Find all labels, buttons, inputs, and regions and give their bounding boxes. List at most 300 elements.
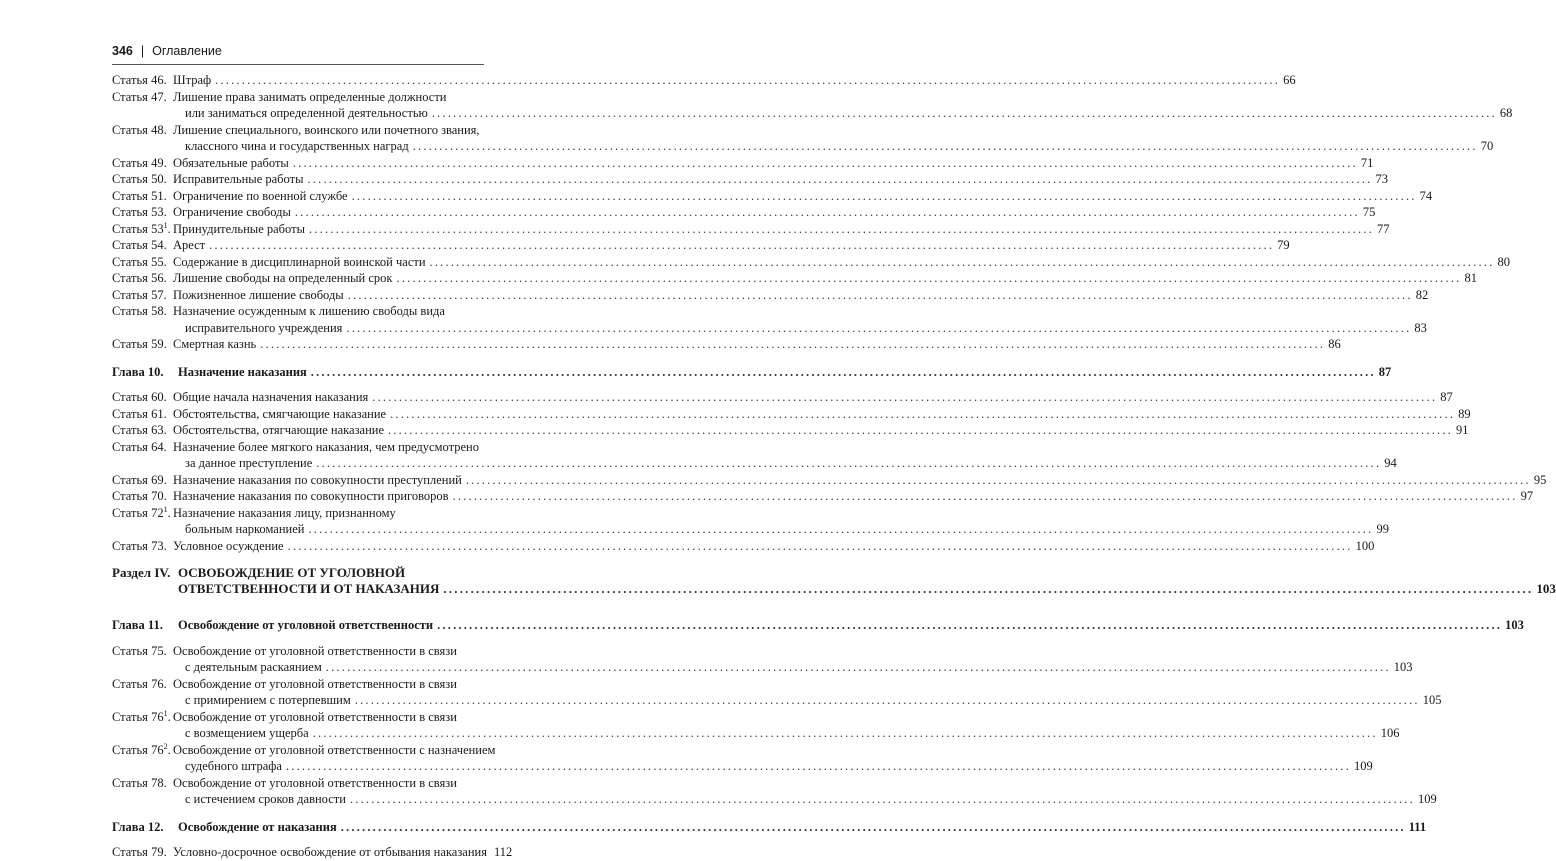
toc-entry[interactable] xyxy=(112,204,1376,221)
article-word: Статья xyxy=(112,188,152,203)
title-text: Назначение наказания xyxy=(178,364,307,379)
entry-title xyxy=(173,287,1429,304)
entry-title xyxy=(173,254,1511,271)
title-text: Лишение свободы на определенный срок xyxy=(173,271,393,285)
entry-title xyxy=(173,422,1469,439)
dot-leader: ........................................................................................................................................................................................................ xyxy=(316,456,1382,470)
article-word: Статья xyxy=(112,238,152,252)
title-text: Арест xyxy=(173,238,206,252)
entry-title xyxy=(173,844,512,861)
dot-leader: ........................................................................................................................................................................................................ xyxy=(412,139,1478,153)
title-line xyxy=(173,725,1400,742)
page-ref: 109 xyxy=(1417,792,1437,806)
header-separator: | xyxy=(140,44,145,58)
title-text: Освобождение от уголовной ответственности xyxy=(178,618,434,632)
page-ref: 83 xyxy=(1414,320,1427,335)
page-ref: 73 xyxy=(1375,172,1388,186)
title-text: Общие начала назначения наказания xyxy=(173,390,369,404)
article-word: Статья xyxy=(112,676,152,691)
chapter-entry[interactable] xyxy=(112,617,1524,634)
entry-title xyxy=(173,472,1547,489)
title-line xyxy=(173,204,1376,221)
article-number: 54. xyxy=(151,238,167,252)
article-word: Статья xyxy=(112,254,152,269)
article-number: 76 xyxy=(151,742,164,757)
title-line xyxy=(178,565,512,581)
article-word: Статья xyxy=(112,89,152,104)
toc-entry[interactable] xyxy=(112,775,1437,808)
page-ref: 103 xyxy=(1505,618,1524,632)
entry-label xyxy=(112,406,173,423)
toc-spacer xyxy=(112,835,512,844)
title-line xyxy=(173,676,512,693)
title-line xyxy=(173,171,1388,188)
dot-leader: ........................................................................................................................................................................................................ xyxy=(292,155,1358,170)
entry-label xyxy=(112,488,173,505)
title-text: Освобождение от наказания xyxy=(178,819,337,834)
entry-title xyxy=(173,439,1397,472)
entry-label xyxy=(112,287,173,304)
toc-entry[interactable] xyxy=(112,237,1290,254)
toc-spacer xyxy=(112,606,512,617)
entry-label xyxy=(112,389,173,406)
dot-leader: ........................................................................................................................................................................................................ xyxy=(310,364,1376,379)
entry-label xyxy=(112,254,173,271)
article-number: 59. xyxy=(151,337,167,351)
toc-entry[interactable] xyxy=(112,303,1427,336)
dot-leader: ........................................................................................................................................................................................................ xyxy=(388,423,1453,437)
title-line xyxy=(173,439,512,456)
title-text: Лишение права занимать определенные должности xyxy=(173,89,447,104)
entry-label xyxy=(112,188,173,205)
toc-entry[interactable] xyxy=(112,708,1400,742)
header-rule xyxy=(112,64,484,65)
entry-title xyxy=(173,155,1374,172)
toc-entry[interactable] xyxy=(112,741,1373,775)
entry-label xyxy=(112,270,173,287)
page-ref: 86 xyxy=(1328,337,1341,351)
title-line xyxy=(173,254,1511,271)
page-ref: 70 xyxy=(1480,139,1494,153)
title-text: Обстоятельства, смягчающие наказание xyxy=(173,406,387,421)
entry-label xyxy=(112,237,173,254)
entry-label xyxy=(112,643,173,676)
title-line xyxy=(173,221,1390,238)
entry-title xyxy=(173,171,1388,188)
title-line xyxy=(173,287,1429,304)
article-number-dot: . xyxy=(167,505,171,520)
page-ref: 80 xyxy=(1497,254,1511,269)
title-line xyxy=(173,844,512,861)
article-number: 50. xyxy=(151,172,167,186)
entry-title xyxy=(178,617,1524,634)
toc-entry[interactable] xyxy=(112,171,1388,188)
article-number: 78. xyxy=(151,775,167,790)
chapter-entry[interactable] xyxy=(112,819,1427,836)
article-word: Статья xyxy=(112,845,152,859)
page-ref: 109 xyxy=(1353,759,1373,773)
dot-leader: ........................................................................................................................................................................................................ xyxy=(372,390,1438,404)
title-text: Назначение осужденным к лишению свободы вида xyxy=(173,304,445,318)
toc-spacer xyxy=(112,597,512,606)
page-ref: 112 xyxy=(493,845,513,859)
page-ref: 75 xyxy=(1362,205,1376,219)
header-title: Оглавление xyxy=(152,44,222,58)
entry-label xyxy=(112,204,173,221)
dot-leader: ........................................................................................................................................................................................................ xyxy=(285,759,1351,773)
entry-label xyxy=(112,122,173,155)
article-word: Статья xyxy=(112,172,152,186)
article-superscript: 1 xyxy=(163,504,168,514)
article-superscript: 2 xyxy=(163,741,168,751)
article-number: 79. xyxy=(151,845,167,859)
dot-leader: ........................................................................................................................................................................................................ xyxy=(260,337,1326,351)
dot-leader: ........................................................................................................................................................................................................ xyxy=(452,489,1518,503)
title-line xyxy=(173,422,1469,439)
article-word: Статья xyxy=(112,73,152,87)
title-text: Освобождение от уголовной ответственности в связи xyxy=(173,676,457,691)
article-number: 72 xyxy=(151,505,164,520)
entry-title xyxy=(173,389,1453,406)
toc-entry[interactable] xyxy=(112,472,1547,489)
title-line xyxy=(173,775,512,792)
page-ref: 77 xyxy=(1376,221,1390,236)
toc-spacer xyxy=(112,634,512,643)
entry-label: Раздел IV. xyxy=(112,565,171,580)
toc-entry[interactable] xyxy=(112,676,1442,709)
title-text: ОСВОБОЖДЕНИЕ ОТ УГОЛОВНОЙ xyxy=(178,565,406,580)
page-ref: 99 xyxy=(1376,522,1389,536)
article-word: Статья xyxy=(112,205,152,219)
title-line xyxy=(178,617,1524,634)
title-line xyxy=(173,472,1547,489)
entry-title xyxy=(173,221,1390,238)
entry-label xyxy=(112,171,173,188)
page-ref: 82 xyxy=(1415,287,1429,302)
title-text: за данное преступление xyxy=(185,456,313,470)
chapter-entry[interactable] xyxy=(112,364,1392,381)
dot-leader: ........................................................................................................................................................................................................ xyxy=(349,792,1415,806)
entry-title xyxy=(178,565,1556,597)
entry-label: Глава 10. xyxy=(112,364,164,379)
title-text: Освобождение от уголовной ответственности в связи xyxy=(173,775,457,790)
title-text: или заниматься определенной деятельностью xyxy=(185,106,428,120)
article-number-dot: . xyxy=(167,709,171,724)
entry-title xyxy=(173,204,1376,221)
article-number: 57. xyxy=(151,287,167,302)
toc-entry[interactable] xyxy=(112,488,1534,505)
title-text: Ограничение по военной службе xyxy=(173,188,348,203)
entry-label xyxy=(112,422,173,439)
article-word: Статья xyxy=(112,287,152,302)
dot-leader: ........................................................................................................................................................................................................ xyxy=(443,581,1534,596)
section-entry[interactable] xyxy=(112,565,1556,597)
article-number: 73. xyxy=(151,538,167,553)
article-word: Статья xyxy=(112,221,152,236)
page-ref: 79 xyxy=(1277,238,1290,252)
title-line xyxy=(173,122,512,139)
entry-label xyxy=(112,303,173,336)
dot-leader: ........................................................................................................................................................................................................ xyxy=(429,254,1495,269)
dot-leader: ........................................................................................................................................................................................................ xyxy=(396,271,1462,285)
entry-title xyxy=(173,89,1513,122)
article-word: Статья xyxy=(112,742,152,757)
article-word: Статья xyxy=(112,406,152,421)
toc-entry[interactable] xyxy=(112,220,1390,238)
article-word: Статья xyxy=(112,122,152,137)
article-number: 76 xyxy=(151,709,164,724)
entry-title xyxy=(173,406,1471,423)
page-ref: 97 xyxy=(1520,489,1534,503)
toc-entry[interactable] xyxy=(112,422,1469,439)
toc-entry[interactable] xyxy=(112,72,1296,89)
toc-entry[interactable] xyxy=(112,188,1433,205)
dot-leader: ........................................................................................................................................................................................................ xyxy=(209,238,1275,252)
entry-title xyxy=(173,538,1375,555)
title-text: Обстоятельства, отягчающие наказание xyxy=(173,423,384,437)
article-word: Статья xyxy=(112,271,152,285)
title-text: Смертная казнь xyxy=(173,337,257,351)
title-text: Условно-досрочное освобождение от отбывания наказания xyxy=(173,845,487,859)
page-ref: 74 xyxy=(1419,188,1433,203)
title-text: с истечением сроков давности xyxy=(185,792,346,806)
title-line xyxy=(173,237,1290,254)
title-text: Освобождение от уголовной ответственности в связи xyxy=(173,709,457,724)
article-number: 51. xyxy=(151,188,167,203)
entry-label xyxy=(112,742,173,775)
dot-leader: ........................................................................................................................................................................................................ xyxy=(431,106,1497,120)
entry-label xyxy=(112,221,173,238)
dot-leader: ........................................................................................................................................................................................................ xyxy=(437,618,1503,632)
title-line xyxy=(173,791,1437,808)
entry-title xyxy=(173,237,1290,254)
title-text: Содержание в дисциплинарной воинской части xyxy=(173,254,426,269)
article-number-dot: . xyxy=(167,742,171,757)
title-line xyxy=(173,758,1373,775)
entry-title xyxy=(173,72,1296,89)
title-text: исправительного учреждения xyxy=(185,320,343,335)
entry-label xyxy=(112,155,173,172)
title-text: Назначение более мягкого наказания, чем предусмотрено xyxy=(173,439,479,454)
page-ref: 81 xyxy=(1464,271,1477,285)
toc-entry[interactable] xyxy=(112,89,1513,122)
entry-label xyxy=(112,72,173,89)
article-number: 48. xyxy=(151,122,167,137)
toc-spacer xyxy=(112,554,512,565)
entry-title xyxy=(173,122,1494,155)
title-line xyxy=(173,692,1442,709)
title-line xyxy=(173,138,1494,155)
dot-leader: ........................................................................................................................................................................................................ xyxy=(325,660,1391,674)
entry-label xyxy=(112,538,173,555)
title-line xyxy=(173,72,1296,89)
title-text: Назначение наказания по совокупности преступлений xyxy=(173,472,462,487)
entry-title xyxy=(173,188,1433,205)
toc-entry[interactable] xyxy=(112,504,1389,538)
title-line xyxy=(173,303,512,320)
entry-title xyxy=(173,303,1427,336)
title-line xyxy=(173,270,1477,287)
page-ref: 103 xyxy=(1536,581,1556,596)
page-ref: 91 xyxy=(1456,423,1469,437)
article-number: 69. xyxy=(151,472,167,487)
page-ref: 106 xyxy=(1380,726,1400,740)
toc-entry[interactable] xyxy=(112,122,1494,155)
article-number: 64. xyxy=(151,439,167,454)
entry-title xyxy=(173,336,1341,353)
article-number: 53 xyxy=(151,221,164,236)
article-word: Статья xyxy=(112,304,152,318)
title-text: Освобождение от уголовной ответственности с назначением xyxy=(173,742,496,757)
entry-title xyxy=(178,364,1392,381)
article-number: 55. xyxy=(151,254,167,269)
article-word: Статья xyxy=(112,709,152,724)
title-line xyxy=(178,581,1556,597)
title-text: классного чина и государственных наград xyxy=(185,139,409,153)
toc-entry[interactable] xyxy=(112,270,1477,287)
page-ref: 68 xyxy=(1499,106,1513,120)
dot-leader: ........................................................................................................................................................................................................ xyxy=(215,73,1281,87)
article-word: Статья xyxy=(112,643,152,658)
article-word: Статья xyxy=(112,155,152,170)
entry-label xyxy=(112,709,173,742)
title-line xyxy=(173,521,1389,538)
title-line xyxy=(173,488,1534,505)
toc-entry[interactable] xyxy=(112,844,512,861)
entry-label xyxy=(112,505,173,538)
dot-leader: ........................................................................................................................................................................................................ xyxy=(308,221,1374,236)
article-number: 76. xyxy=(151,676,167,691)
article-word: Статья xyxy=(112,489,152,503)
title-text: с возмещением ущерба xyxy=(185,726,309,740)
article-superscript: 1 xyxy=(163,220,168,230)
page-ref: 87 xyxy=(1440,390,1453,404)
title-line xyxy=(173,188,1433,205)
page-ref: 87 xyxy=(1378,364,1392,379)
entry-title xyxy=(173,709,1400,742)
entry-label xyxy=(112,472,173,489)
page-ref: 95 xyxy=(1533,472,1547,487)
toc-entry[interactable] xyxy=(112,538,1375,555)
title-line xyxy=(173,659,1413,676)
title-text: больным наркоманией xyxy=(185,522,305,536)
dot-leader: ........................................................................................................................................................................................................ xyxy=(354,693,1420,707)
entry-title xyxy=(173,775,1437,808)
dot-leader: ........................................................................................................................................................................................................ xyxy=(347,287,1413,302)
article-number: 61. xyxy=(151,406,167,421)
toc-spacer xyxy=(112,808,512,819)
dot-leader: ........................................................................................................................................................................................................ xyxy=(308,522,1374,536)
article-word: Статья xyxy=(112,472,152,487)
title-line xyxy=(173,155,1374,172)
article-number: 56. xyxy=(151,271,167,285)
title-text: Исправительные работы xyxy=(173,172,304,186)
page-ref: 89 xyxy=(1458,406,1471,421)
title-line xyxy=(173,709,512,726)
dot-leader: ........................................................................................................................................................................................................ xyxy=(294,205,1360,219)
entry-label xyxy=(112,844,173,861)
title-text: Принудительные работы xyxy=(173,221,305,236)
article-number: 75. xyxy=(151,643,167,658)
title-text: ОТВЕТСТВЕННОСТИ И ОТ НАКАЗАНИЯ xyxy=(178,581,440,596)
article-number: 60. xyxy=(151,390,167,404)
page-number: 346 xyxy=(112,44,133,58)
toc-entry[interactable] xyxy=(112,406,1471,423)
entry-title xyxy=(173,742,1373,775)
article-word: Статья xyxy=(112,439,152,454)
entry-label xyxy=(112,676,173,709)
entry-title xyxy=(173,488,1534,505)
entry-label xyxy=(112,89,173,122)
dot-leader: ........................................................................................................................................................................................................ xyxy=(465,472,1531,487)
title-text: судебного штрафа xyxy=(185,759,282,773)
toc-entry[interactable] xyxy=(112,389,1453,406)
article-number-dot: . xyxy=(167,221,171,236)
article-number: 47. xyxy=(151,89,167,104)
title-text: Лишение специального, воинского или почетного звания, xyxy=(173,122,480,137)
title-line xyxy=(173,505,512,522)
article-word: Статья xyxy=(112,337,152,351)
page-ref: 100 xyxy=(1355,538,1375,553)
toc-entry[interactable] xyxy=(112,336,1341,353)
title-text: Штраф xyxy=(173,73,212,87)
title-text: Условное осуждение xyxy=(173,538,284,553)
article-number: 49. xyxy=(151,155,167,170)
toc-entry[interactable] xyxy=(112,254,1511,271)
toc-entry[interactable] xyxy=(112,439,1397,472)
title-line xyxy=(178,364,1392,381)
toc-entry[interactable] xyxy=(112,155,1374,172)
dot-leader: ........................................................................................................................................................................................................ xyxy=(312,726,1378,740)
article-number: 63. xyxy=(151,423,167,437)
title-line xyxy=(173,320,1427,337)
title-text: Пожизненное лишение свободы xyxy=(173,287,344,302)
page-ref: 66 xyxy=(1283,73,1296,87)
title-line xyxy=(173,89,512,106)
title-line xyxy=(173,538,1375,555)
entry-title xyxy=(173,270,1477,287)
toc-entry[interactable] xyxy=(112,643,1413,676)
page-ref: 71 xyxy=(1360,155,1374,170)
title-text: Назначение наказания лицу, признанному xyxy=(173,505,396,520)
title-line xyxy=(173,389,1453,406)
title-text: Обязательные работы xyxy=(173,155,289,170)
title-text: Ограничение свободы xyxy=(173,205,291,219)
entry-title xyxy=(173,643,1413,676)
article-number: 46. xyxy=(151,73,167,87)
entry-title xyxy=(173,676,1442,709)
table-of-contents xyxy=(112,72,1556,861)
title-text: с примирением с потерпевшим xyxy=(185,693,351,707)
entry-label: Глава 11. xyxy=(112,618,163,632)
article-word: Статья xyxy=(112,775,152,790)
title-line xyxy=(173,336,1341,353)
toc-entry[interactable] xyxy=(112,287,1429,304)
article-word: Статья xyxy=(112,423,152,437)
title-line xyxy=(173,105,1513,122)
title-line xyxy=(173,742,512,759)
article-number: 53. xyxy=(151,205,167,219)
entry-label xyxy=(112,775,173,808)
title-line xyxy=(173,643,512,660)
article-number: 58. xyxy=(151,304,167,318)
entry-label xyxy=(112,336,173,353)
page-ref: 103 xyxy=(1393,660,1413,674)
article-word: Статья xyxy=(112,390,152,404)
toc-spacer xyxy=(112,353,512,364)
running-header xyxy=(112,43,222,59)
page-ref: 111 xyxy=(1408,819,1427,834)
